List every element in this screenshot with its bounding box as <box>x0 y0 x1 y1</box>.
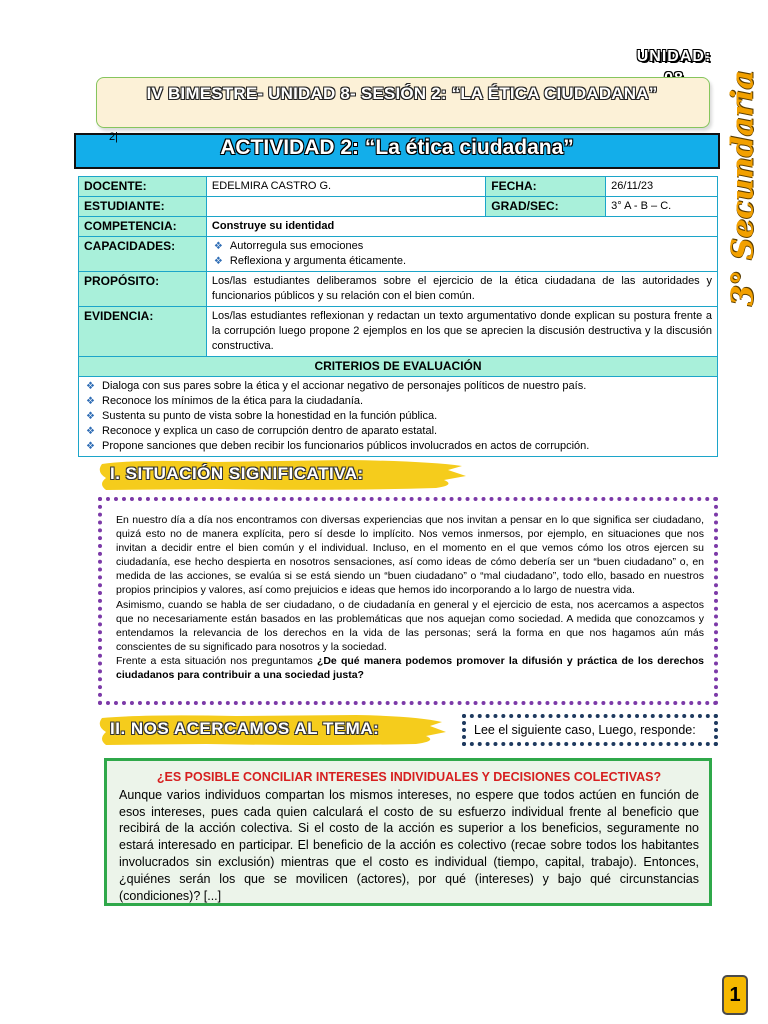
competencia-value: Construye su identidad <box>206 217 717 237</box>
list-item: ❖ Reflexiona y argumenta éticamente. <box>212 254 712 269</box>
case-body: Aunque varios individuos compartan los mismos intereses, no espere que todos actúen en función de esos intereses, pues cada quien calculará el costo de su esfuerzo individual frente al beneficio que recibirá de la acción colectiva. Si el costo de la acción es superior a los beneficios, seguramente no estará interesado en participar. El beneficio de la acción es colectivo (recae sobre todos los habitantes involucrados sin exclusión) mientras que el costo es individual (tiempo, capital, trabajo). Entonces, ¿quiénes serán los que se movilicen (actores), por qué (intereses) y bajo qué circunstancias (condiciones)? [...] <box>119 787 699 903</box>
case-title: ¿ES POSIBLE CONCILIAR INTERESES INDIVIDUALES Y DECISIONES COLECTIVAS? <box>156 770 662 784</box>
situation-box <box>98 497 718 705</box>
capacidades-list <box>206 237 717 272</box>
estudiante-field[interactable] <box>206 197 485 217</box>
section-2-heading <box>96 713 448 747</box>
table-row <box>79 177 718 197</box>
docente-value: EDELMIRA CASTRO G. <box>206 177 485 197</box>
section-2-title: II. NOS ACERCAMOS AL TEMA: <box>110 719 380 738</box>
table-row <box>79 307 718 357</box>
table-row <box>79 377 718 457</box>
situation-paragraph-3 <box>116 654 704 682</box>
case-box <box>104 758 712 906</box>
table-row <box>79 237 718 272</box>
grad-label: GRAD/SEC: <box>486 197 606 217</box>
info-table <box>78 176 718 457</box>
list-item: ❖ Dialoga con sus pares sobre la ética y el accionar negativo de personajes políticos de nuestro país. <box>84 379 712 394</box>
table-row <box>79 197 718 217</box>
criterios-list <box>79 377 718 457</box>
session-title: IV BIMESTRE- UNIDAD 8- SESIÓN 2: “LA ÉTICA CIUDADANA” <box>146 84 658 103</box>
situation-paragraph-1: En nuestro día a día nos encontramos con diversas experiencias que nos invitan a pensar en lo que significa ser ciudadano, quizá esto no de manera explícita, pero sí desde lo implícito. Nos vemos inmersos, por ejemplo, en situaciones que nos invitan a decidir entre el bien común y el individual. Incluso, en el momento en el que vemos cómo los otros ejercen su ciudadanía, ese hecho despierta en nosotros sensaciones, así como ideas de cómo debería ser un “buen ciudadano” o, en medida de las acciones, se evalúa si se está siendo un “buen ciudadano” o “mal ciudadano”, todo ello, basado en nuestros propios principios y valores, así como prejuicios e ideas que hemos ido incorporando a lo largo de nuestra vida. <box>116 514 704 597</box>
evidencia-label: EVIDENCIA: <box>79 307 207 357</box>
unit-tag: UNIDAD: <box>636 48 712 65</box>
list-item: ❖ Reconoce y explica un caso de corrupción dentro de aparato estatal. <box>84 424 712 439</box>
evidencia-value: Los/las estudiantes reflexionan y redactan un texto argumentativo donde explican su postura frente a la corrupción luego propone 2 ejemplos en los que se aprecien la discusión destructiva y la discusión constructiva. <box>206 307 717 357</box>
docente-label: DOCENTE: <box>79 177 207 197</box>
section-1-heading <box>96 458 468 492</box>
list-item: ❖ Autorregula sus emociones <box>212 239 712 254</box>
proposito-value: Los/las estudiantes deliberamos sobre el ejercicio de la ética ciudadana de las autoridades y funcionarios públicos y su relación con el bien común. <box>206 272 717 307</box>
criterios-header: CRITERIOS DE EVALUACIÓN <box>79 357 718 377</box>
fecha-value: 26/11/23 <box>606 177 718 197</box>
grade-side-label <box>722 69 764 307</box>
fecha-label: FECHA: <box>486 177 606 197</box>
list-item: ❖ Sustenta su punto de vista sobre la honestidad en la función pública. <box>84 409 712 424</box>
situation-lead: Frente a esta situación nos preguntamos <box>116 654 317 667</box>
list-item: ❖ Propone sanciones que deben recibir los funcionarios públicos involucrados en actos de corrupción. <box>84 439 712 454</box>
section-1-title: I. SITUACIÓN SIGNIFICATIVA: <box>110 464 364 483</box>
estudiante-label: ESTUDIANTE: <box>79 197 207 217</box>
grad-value: 3° A - B – C. <box>606 197 718 217</box>
competencia-label: COMPETENCIA: <box>79 217 207 237</box>
page-number: 1 <box>722 975 748 1015</box>
table-row <box>79 272 718 307</box>
situation-question: ¿De qué manera podemos promover la difusión y práctica de los derechos ciudadanos para contribuir a una sociedad justa? <box>116 654 704 682</box>
grade-side-text: 3° Secundaria <box>725 69 761 307</box>
table-row <box>79 217 718 237</box>
proposito-label: PROPÓSITO: <box>79 272 207 307</box>
capacidades-label: CAPACIDADES: <box>79 237 207 272</box>
situation-paragraph-2: Asimismo, cuando se habla de ser ciudadano, o de ciudadanía en general y el ejercicio de esta, nos acercamos a aspectos que no necesariamente están basados en las problemáticas que nos aquejan como sociedad. A medida que conozcamos y entendamos la relevancia de los derechos en la vida de las personas; será la forma en que nos hagamos aún más conscientes de su significado para nosotros y la sociedad. <box>116 598 704 653</box>
list-item: ❖ Reconoce los mínimos de la ética para la ciudadanía. <box>84 394 712 409</box>
instruction-box: Lee el siguiente caso, Luego, responde: <box>462 714 718 746</box>
small-mark: 2| <box>109 131 118 143</box>
table-row <box>79 357 718 377</box>
activity-title: ACTIVIDAD 2: “La ética ciudadana” <box>220 136 574 159</box>
